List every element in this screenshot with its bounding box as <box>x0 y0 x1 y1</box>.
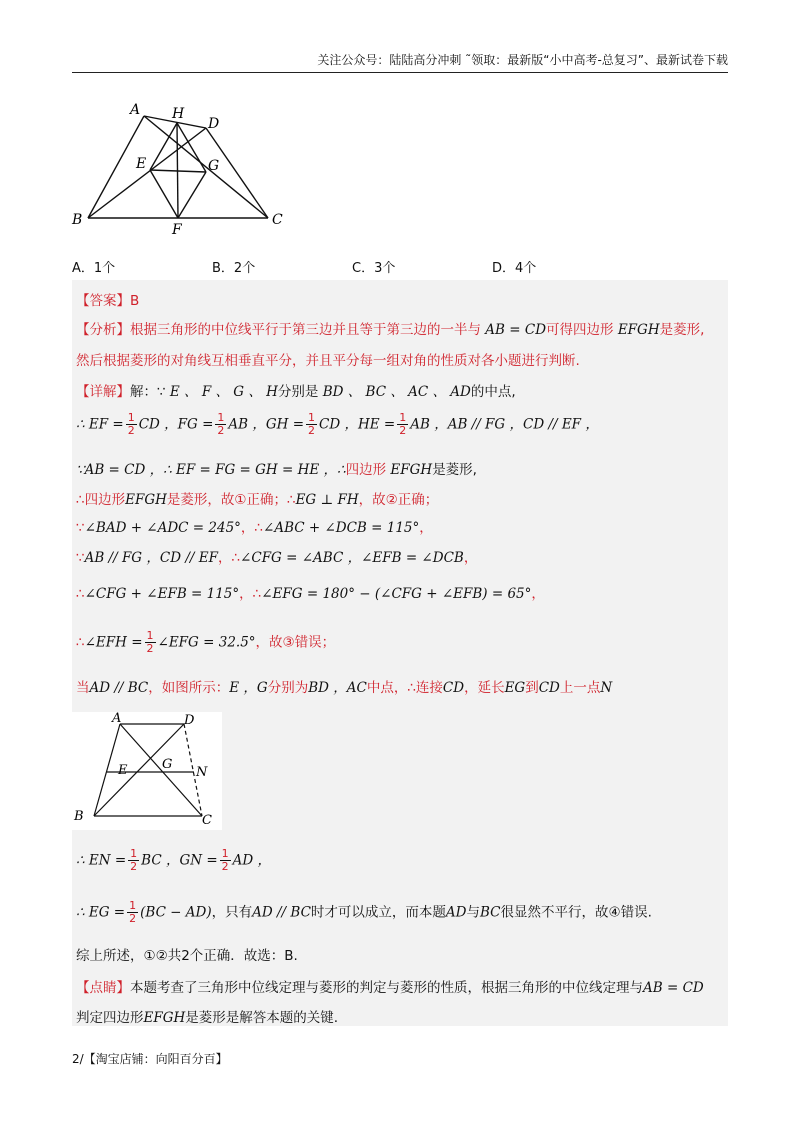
detail-line-1: 【详解】解：∵ E 、 F 、 G 、 H分别是 BD 、 BC 、 AC 、 AD的中点, <box>76 384 516 400</box>
fig1-label-C: C <box>272 212 283 228</box>
fig1-label-F: F <box>172 222 182 238</box>
trapezoid-figure <box>72 712 222 830</box>
detail-line-9: 当AD // BC，如图所示：E ，G分别为BD ，AC中点，∴连接CD，延长EG到CD上一点N <box>76 680 613 696</box>
fig2-label-N: N <box>196 765 208 780</box>
fig1-label-D: D <box>208 116 220 132</box>
header-text: 关注公众号：陆陆高分冲刺 ˜领取：最新版“小中高考-总复习”、最新试卷下载 <box>317 53 728 67</box>
fig2-label-E: E <box>118 763 128 778</box>
choice-d: D．4个 <box>492 261 537 276</box>
answer-line: 【答案】B <box>76 293 140 309</box>
fig2-label-C: C <box>202 813 212 828</box>
fig1-label-A: A <box>130 102 141 118</box>
fig1-label-E: E <box>136 156 147 172</box>
summary-line: 综上所述，①②共2个正确．故选：B. <box>76 948 298 964</box>
comment-line-1: 【点睛】本题考查了三角形中位线定理与菱形的判定与菱形的性质，根据三角形的中位线定理与AB = CD <box>76 980 704 996</box>
fig1-label-G: G <box>208 158 220 174</box>
fig2-label-A: A <box>112 712 122 726</box>
comment-line-2: 判定四边形EFGH是菱形是解答本题的关键. <box>76 1010 339 1026</box>
analysis-line-2: 然后根据菱形的对角线互相垂直平分，并且平分每一组对角的性质对各小题进行判断. <box>76 353 580 369</box>
detail-line-5: ∵∠BAD + ∠ADC = 245°，∴∠ABC + ∠DCB = 115°， <box>76 520 433 536</box>
choice-c: C．3个 <box>352 261 396 276</box>
fig2-label-G: G <box>162 757 173 772</box>
footer-text: 2/【淘宝店铺：向阳百分百】 <box>72 1052 228 1066</box>
fig1-label-B: B <box>72 212 83 228</box>
detail-line-2: ∴ EF = $\frac{1}{2}$ CD ，FG = $\frac{1}{2}$ AB ，GH = $\frac{1}{2}$ CD ，HE = $\frac{1}{2}$ AB ，AB // FG ，CD // EF ， <box>76 411 599 437</box>
choice-b: B．2个 <box>212 261 256 276</box>
quadrilateral-figure <box>66 100 296 240</box>
detail-line-6: ∵AB // FG ，CD // EF，∴∠CFG = ∠ABC ，∠EFB = ∠DCB， <box>76 550 478 566</box>
fig1-label-H: H <box>172 106 185 122</box>
detail-line-10: ∴ EN = $\frac{1}{2}$ BC ，GN = $\frac{1}{2}$ AD ， <box>76 847 272 873</box>
detail-line-3: ∵AB = CD ，∴ EF = FG = GH = HE ，∴四边形 EFGH是菱形, <box>76 462 477 478</box>
choice-a: A．1个 <box>72 261 116 276</box>
detail-line-11: ∴ EG = $\frac{1}{2}$ (BC − AD)，只有AD // BC时才可以成立，而本题AD与BC很显然不平行，故④错误. <box>76 899 652 925</box>
analysis-line-1: 【分析】根据三角形的中位线平行于第三边并且等于第三边的一半与 AB = CD可得四边形 EFGH是菱形, <box>76 322 705 338</box>
detail-line-4: ∴四边形EFGH是菱形，故①正确；∴EG ⊥ FH，故②正确； <box>76 492 439 508</box>
detail-line-7: ∴∠CFG + ∠EFB = 115°，∴∠EFG = 180° − (∠CFG + ∠EFB) = 65°， <box>76 586 545 602</box>
detail-line-8: ∴∠EFH = $\frac{1}{2}$ ∠EFG = 32.5°，故③错误； <box>76 629 336 655</box>
fig2-label-D: D <box>184 713 195 728</box>
fig2-label-B: B <box>74 809 84 824</box>
page-footer <box>72 1050 228 1067</box>
page-header <box>72 50 728 73</box>
